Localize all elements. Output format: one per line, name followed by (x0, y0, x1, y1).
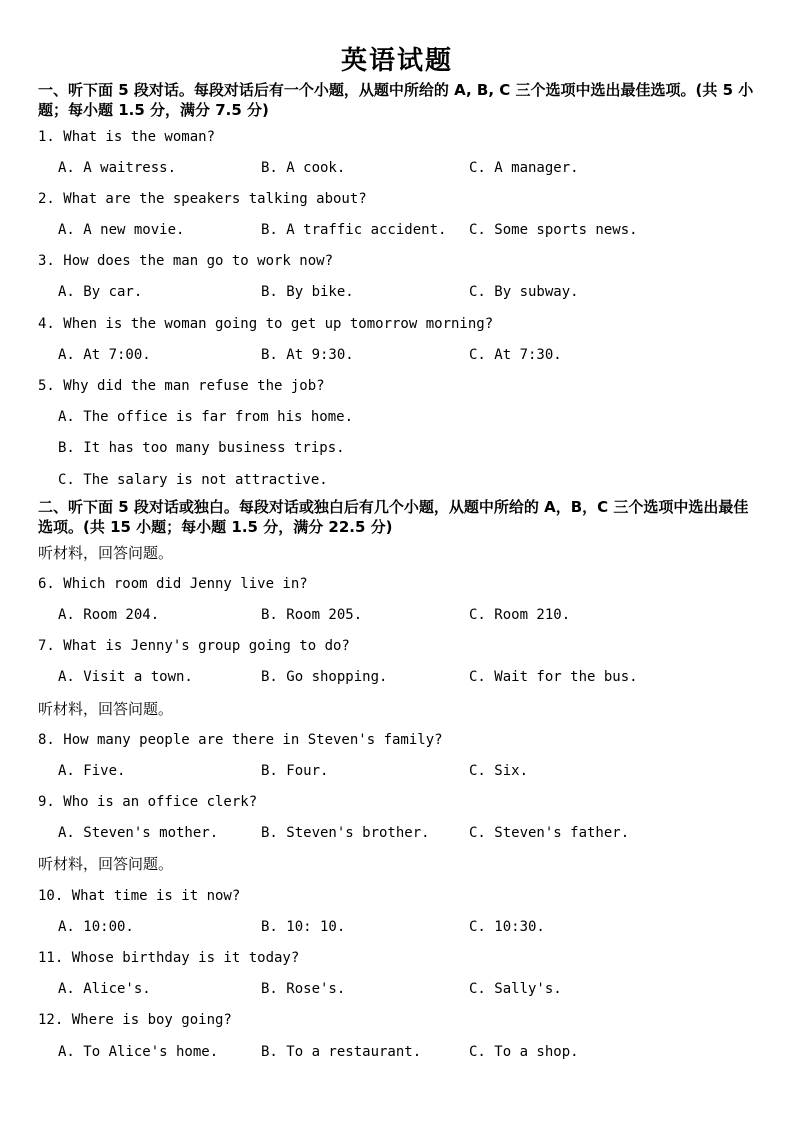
q10-option-b: B. 10: 10. (261, 919, 346, 935)
question-9: 9. Who is an office clerk? (38, 794, 258, 810)
q5-option-a: A. The office is far from his home. (58, 409, 354, 425)
q2-option-a: A. A new movie. (58, 222, 185, 238)
listen-prompt-1: 听材料，回答问题。 (38, 544, 174, 562)
q7-option-a: A. Visit a town. (58, 669, 193, 685)
q5-option-c: C. The salary is not attractive. (58, 472, 328, 488)
q6-option-a: A. Room 204. (58, 607, 160, 623)
q8-option-a: A. Five. (58, 763, 126, 779)
question-6: 6. Which room did Jenny live in? (38, 576, 308, 592)
q6-option-c: C. Room 210. (469, 607, 571, 623)
question-1: 1. What is the woman? (38, 129, 216, 145)
q9-option-c: C. Steven's father. (469, 825, 630, 841)
q2-option-c: C. Some sports news. (469, 222, 638, 238)
question-3: 3. How does the man go to work now? (38, 253, 334, 269)
q3-option-a: A. By car. (58, 284, 143, 300)
question-10: 10. What time is it now? (38, 888, 241, 904)
question-7: 7. What is Jenny's group going to do? (38, 638, 350, 654)
page-title: 英语试题 (340, 46, 453, 76)
q4-option-b: B. At 9:30. (261, 347, 354, 363)
q7-option-c: C. Wait for the bus. (469, 669, 638, 685)
q2-option-b: B. A traffic accident. (261, 222, 447, 238)
q3-option-c: C. By subway. (469, 284, 579, 300)
q12-option-a: A. To Alice's home. (58, 1044, 219, 1060)
q12-option-c: C. To a shop. (469, 1044, 579, 1060)
q1-option-c: C. A manager. (469, 160, 579, 176)
q11-option-a: A. Alice's. (58, 981, 151, 997)
question-5: 5. Why did the man refuse the job? (38, 378, 325, 394)
q11-option-b: B. Rose's. (261, 981, 346, 997)
q7-option-b: B. Go shopping. (261, 669, 388, 685)
q4-option-c: C. At 7:30. (469, 347, 562, 363)
question-12: 12. Where is boy going? (38, 1012, 232, 1028)
q1-option-a: A. A waitress. (58, 160, 177, 176)
question-2: 2. What are the speakers talking about? (38, 191, 367, 207)
q10-option-a: A. 10:00. (58, 919, 134, 935)
listen-prompt-2: 听材料，回答问题。 (38, 700, 174, 718)
section-1-heading: 一、听下面 5 段对话。每段对话后有一个小题，从题中所给的 A, B, C 三个选项中选出最佳选项。(共 5 小题；每小题 1.5 分，满分 7.5 分) (38, 81, 754, 119)
q6-option-b: B. Room 205. (261, 607, 363, 623)
q8-option-b: B. Four. (261, 763, 329, 779)
q1-option-b: B. A cook. (261, 160, 346, 176)
q9-option-b: B. Steven's brother. (261, 825, 430, 841)
q11-option-c: C. Sally's. (469, 981, 562, 997)
q3-option-b: B. By bike. (261, 284, 354, 300)
question-4: 4. When is the woman going to get up tomorrow morning? (38, 316, 494, 332)
question-8: 8. How many people are there in Steven's family? (38, 732, 443, 748)
q12-option-b: B. To a restaurant. (261, 1044, 422, 1060)
question-11: 11. Whose birthday is it today? (38, 950, 300, 966)
q9-option-a: A. Steven's mother. (58, 825, 219, 841)
section-2-heading: 二、听下面 5 段对话或独白。每段对话或独白后有几个小题，从题中所给的 A，B，C 三个选项中选出最佳选项。(共 15 小题；每小题 1.5 分，满分 22.5 分) (38, 498, 749, 536)
q8-option-c: C. Six. (469, 763, 529, 779)
listen-prompt-3: 听材料，回答问题。 (38, 855, 174, 873)
q4-option-a: A. At 7:00. (58, 347, 151, 363)
q5-option-b: B. It has too many business trips. (58, 440, 345, 456)
q10-option-c: C. 10:30. (469, 919, 545, 935)
